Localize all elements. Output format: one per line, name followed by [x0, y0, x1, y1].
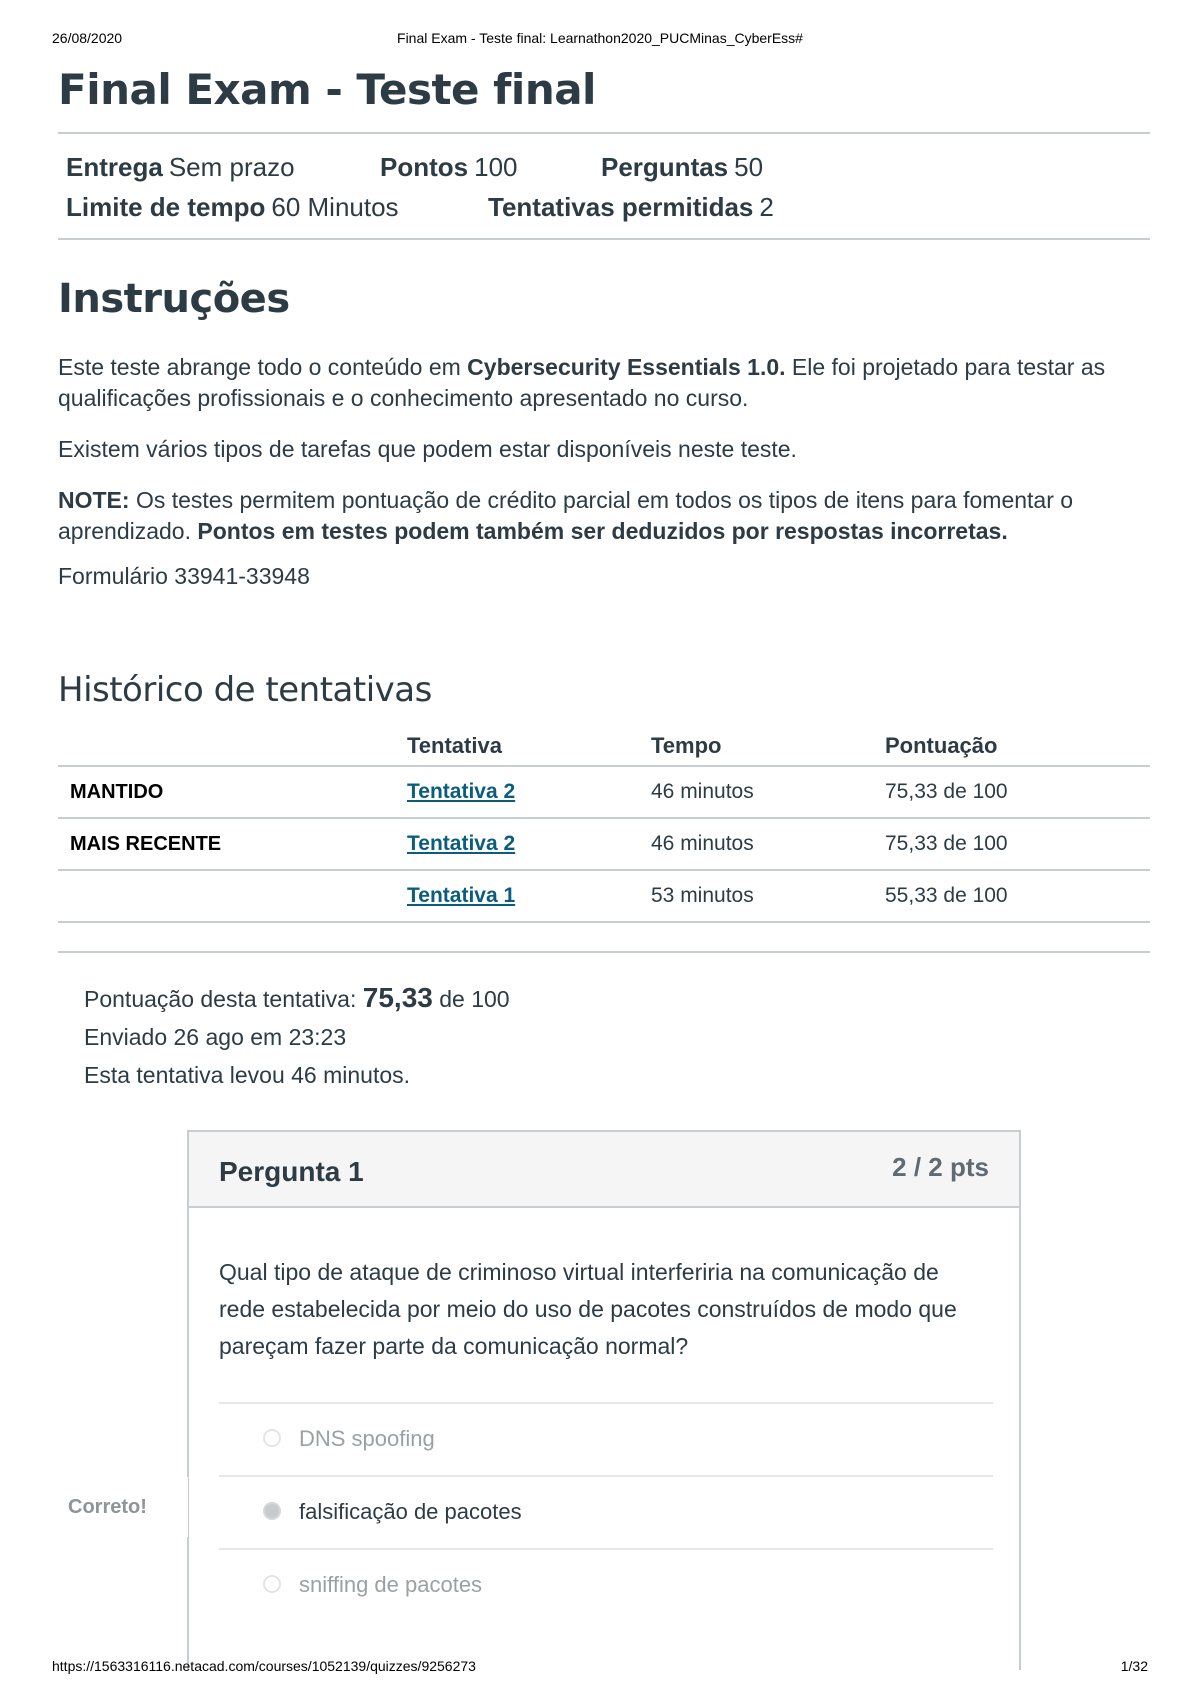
points-value: 100	[474, 152, 518, 182]
attempt-status: MAIS RECENTE	[58, 818, 406, 870]
attempt-link[interactable]: Tentativa 2	[407, 780, 516, 803]
print-header	[52, 30, 1148, 50]
attempt-score: 55,33 de 100	[884, 870, 1150, 922]
attempt-status	[58, 870, 406, 922]
radio-button[interactable]	[263, 1575, 281, 1593]
answer-option[interactable]	[219, 1475, 993, 1548]
correct-answer-flag: Correto!	[58, 1477, 188, 1537]
attempt-time: 46 minutos	[650, 818, 884, 870]
attempt-score-line	[84, 979, 1150, 1018]
question-points: 2 / 2 pts	[892, 1152, 989, 1182]
due-value: Sem prazo	[168, 152, 295, 182]
column-header: Tempo	[651, 733, 722, 758]
instructions-note	[58, 485, 1150, 547]
attempt-history-table	[58, 716, 1150, 923]
radio-button-selected[interactable]	[263, 1502, 281, 1520]
instructions-text: Ele foi projetado para testar as qualificações profissionais e o conhecimento apresentado no curso.	[58, 354, 1106, 411]
table-row	[58, 818, 1150, 870]
question-header	[189, 1132, 1019, 1208]
answer-label: falsificação de pacotes	[299, 1499, 522, 1524]
answer-option[interactable]	[219, 1402, 993, 1475]
allowed-attempts-info	[488, 192, 774, 223]
print-date: 26/08/2020	[52, 30, 123, 46]
print-url: https://1563316116.netacad.com/courses/1052139/quizzes/9256273	[52, 1658, 476, 1674]
page-number: 1/32	[1120, 1658, 1148, 1674]
attempt-score: 75,33 de 100	[884, 766, 1150, 818]
table-row	[58, 766, 1150, 818]
score-label: Pontuação desta tentativa:	[84, 986, 363, 1012]
answer-label: DNS spoofing	[299, 1426, 435, 1451]
questions-value: 50	[734, 152, 764, 182]
score-suffix: de 100	[432, 986, 510, 1012]
table-header-row	[58, 716, 1150, 766]
due-label: Entrega	[66, 152, 163, 182]
column-header: Pontuação	[885, 733, 998, 758]
submitted-line: Enviado 26 ago em 23:23	[84, 1024, 347, 1050]
main-content	[58, 60, 1150, 1094]
form-id: Formulário 33941-33948	[58, 563, 310, 589]
note-warning: Pontos em testes podem também ser deduzidos por respostas incorretas.	[197, 518, 1008, 544]
table-row	[58, 870, 1150, 922]
radio-button[interactable]	[263, 1429, 281, 1447]
question-text: Qual tipo de ataque de criminoso virtual interferiria na comunicação de rede estabelecida por meio do uso de pacotes construídos de modo que pareçam fazer parte da comunicação normal?	[219, 1259, 957, 1359]
question-card	[187, 1130, 1021, 1670]
allowed-attempts-label: Tentativas permitidas	[488, 192, 754, 222]
column-header: Tentativa	[407, 733, 502, 758]
attempt-link[interactable]: Tentativa 1	[407, 884, 516, 907]
note-text: Os testes permitem pontuação de crédito parcial em todos os tipos de itens para fomentar o aprendizado.	[58, 487, 1074, 544]
print-document-title: Final Exam - Teste final: Learnathon2020_PUCMinas_CyberEss#	[397, 30, 803, 46]
answer-option[interactable]	[219, 1548, 993, 1621]
instructions-paragraph-1	[58, 352, 1150, 414]
attempt-summary	[58, 979, 1150, 1094]
attempt-score: 75,33 de 100	[884, 818, 1150, 870]
time-limit-value: 60 Minutos	[271, 192, 399, 222]
answer-list	[219, 1402, 993, 1621]
question-title: Pergunta 1	[219, 1156, 364, 1187]
points-info	[380, 152, 518, 183]
points-label: Pontos	[380, 152, 469, 182]
due-info	[66, 152, 295, 183]
column-header	[58, 716, 406, 766]
instructions-heading: Instruções	[58, 276, 290, 322]
time-limit-label: Limite de tempo	[66, 192, 266, 222]
attempt-time: 53 minutos	[650, 870, 884, 922]
score-value: 75,33	[362, 982, 433, 1013]
attempt-time: 46 minutos	[650, 766, 884, 818]
attempt-link[interactable]: Tentativa 2	[407, 832, 516, 855]
page-title: Final Exam - Teste final	[58, 65, 596, 114]
instructions-text: Este teste abrange todo o conteúdo em	[58, 354, 468, 380]
questions-label: Perguntas	[601, 152, 729, 182]
duration-line: Esta tentativa levou 46 minutos.	[84, 1062, 411, 1088]
note-label: NOTE:	[58, 487, 130, 513]
allowed-attempts-value: 2	[759, 192, 774, 222]
time-limit-info	[66, 192, 399, 223]
questions-info	[601, 152, 763, 183]
attempt-status: MANTIDO	[58, 766, 406, 818]
instructions-paragraph-2: Existem vários tipos de tarefas que podem estar disponíveis neste teste.	[58, 436, 797, 462]
print-footer	[52, 1658, 1148, 1678]
quiz-details	[58, 134, 1150, 238]
course-name: Cybersecurity Essentials 1.0.	[467, 354, 786, 380]
attempt-history-heading: Histórico de tentativas	[58, 670, 432, 710]
answer-label: sniffing de pacotes	[299, 1572, 483, 1597]
